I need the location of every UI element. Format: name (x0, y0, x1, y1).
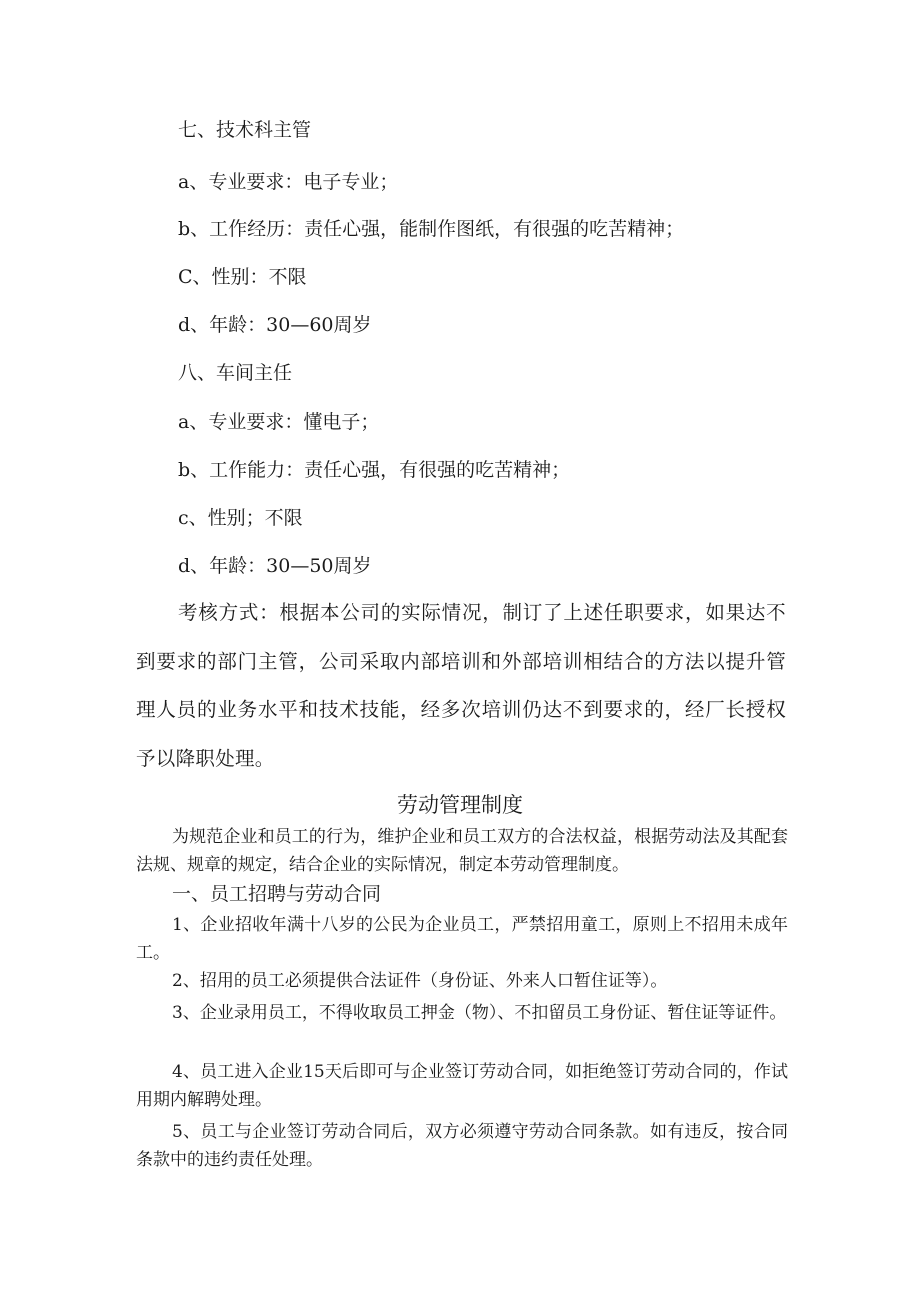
clause-2: 2、招用的员工必须提供合法证件（身份证、外来人口暂住证等）。 (172, 971, 668, 991)
section-7-item: b、工作经历：责任心强，能制作图纸，有很强的吃苦精神； (178, 218, 685, 240)
clause-3: 3、企业录用员工，不得收取员工押金（物）、不扣留员工身份证、暂住证等证件。 (172, 1003, 787, 1023)
section-7-item: C、性别：不限 (178, 266, 307, 288)
chapter-1-heading: 一、员工招聘与劳动合同 (172, 883, 382, 905)
labor-title: 劳动管理制度 (397, 793, 523, 817)
clause-1: 1、企业招收年满十八岁的公民为企业员工，严禁招用童工，原则上不招用未成年工。 (136, 915, 788, 963)
section-8-item: c、性别；不限 (178, 507, 303, 529)
section-7-item: d、年龄：30—60周岁 (178, 314, 372, 336)
clause-5: 5、员工与企业签订劳动合同后，双方必须遵守劳动合同条款。如有违反，按合同条款中的违约责任处理。 (136, 1122, 788, 1170)
section-7-heading: 七、技术科主管 (178, 119, 312, 141)
clause-4: 4、员工进入企业15天后即可与企业签订劳动合同，如拒绝签订劳动合同的，作试用期内解聘处理。 (136, 1062, 788, 1110)
labor-intro: 为规范企业和员工的行为，维护企业和员工双方的合法权益，根据劳动法及其配套法规、规章的规定，结合企业的实际情况，制定本劳动管理制度。 (136, 827, 788, 875)
section-7-item: a、专业要求：电子专业； (178, 171, 399, 193)
section-8-item: b、工作能力：责任心强，有很强的吃苦精神； (178, 459, 571, 481)
assessment-paragraph: 考核方式：根据本公司的实际情况，制订了上述任职要求，如果达不到要求的部门主管，公司采取内部培训和外部培训相结合的方法以提升管理人员的业务水平和技术技能，经多次培训仍达不到要求的，经厂长授权予以降职处理。 (136, 601, 786, 770)
section-8-heading: 八、车间主任 (178, 362, 293, 384)
section-8-item: a、专业要求：懂电子； (178, 411, 380, 433)
section-8-item: d、年龄：30—50周岁 (178, 555, 372, 577)
